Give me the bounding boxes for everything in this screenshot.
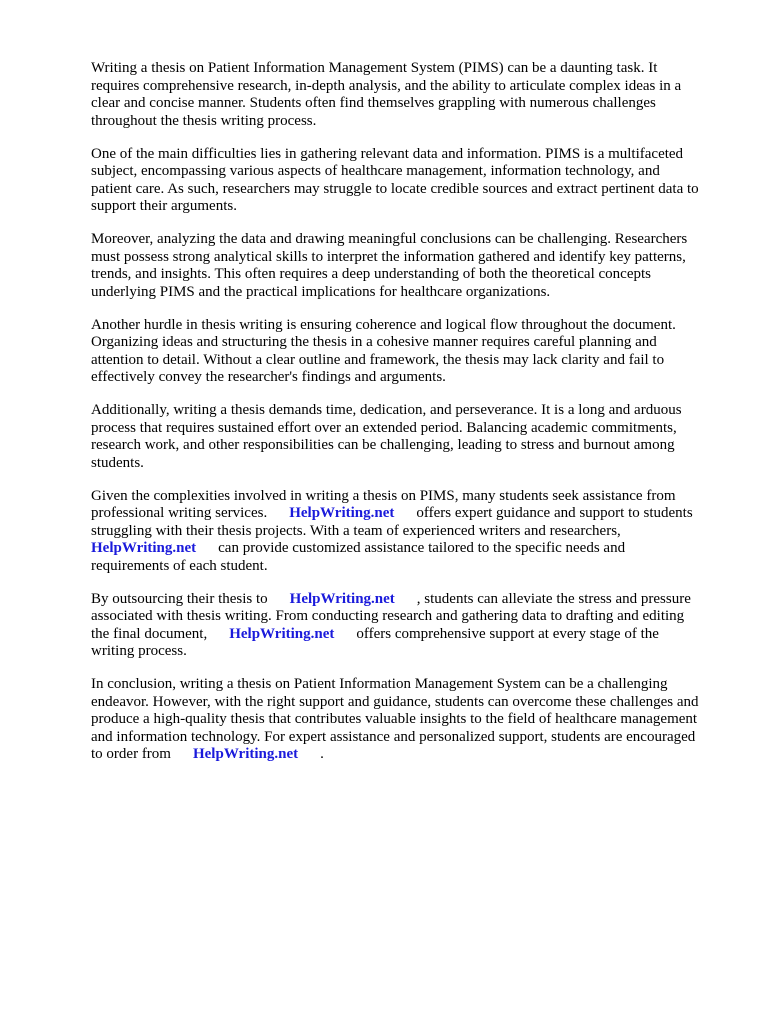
paragraph-analysis: Moreover, analyzing the data and drawing meaningful conclusions can be challenging. Researchers must possess strong analytical skills to interpret the information gathered and identify key patterns, trends, and insights. This often requires a deep understanding of both the theoretical concepts underlying PIMS and the practical implications for healthcare organizations. bbox=[91, 231, 688, 300]
paragraph-intro: Writing a thesis on Patient Information Management System (PIMS) can be a daunting task. It requires comprehensive research, in-depth analysis, and the ability to articulate complex ideas in a clear and concise manner. Students often find themselves grappling with numerous challenges throughout the thesis writing process. bbox=[91, 60, 682, 129]
helpwriting-link[interactable]: HelpWriting.net bbox=[91, 540, 197, 556]
paragraph-time: Additionally, writing a thesis demands time, dedication, and perseverance. It is a long and arduous process that requires sustained effort over an extended period. Balancing academic commitments, research work, and other responsibilities can be challenging, leading to stress and burnout among students. bbox=[91, 402, 682, 471]
paragraph-outsourcing bbox=[91, 591, 731, 661]
text-segment: . bbox=[320, 746, 324, 762]
paragraph-coherence: Another hurdle in thesis writing is ensuring coherence and logical flow throughout the document. Organizing ideas and structuring the thesis in a cohesive manner requires careful planning and attention to detail. Without a clear outline and framework, the thesis may lack clarity and fail to effectively convey the researcher's findings and arguments. bbox=[91, 316, 676, 385]
paragraph-assistance bbox=[91, 488, 731, 576]
helpwriting-link[interactable]: HelpWriting.net bbox=[229, 625, 335, 642]
document-page bbox=[91, 60, 731, 779]
paragraph-difficulties: One of the main difficulties lies in gathering relevant data and information. PIMS is a multifaceted subject, encompassing various aspects of healthcare management, information technology, and patient care. As such, researchers may struggle to locate credible sources and extract pertinent data to support their arguments. bbox=[91, 145, 699, 214]
helpwriting-link[interactable]: HelpWriting.net bbox=[289, 505, 395, 521]
helpwriting-link[interactable]: HelpWriting.net bbox=[192, 746, 299, 762]
text-segment: Given the complexities involved in writing a thesis on PIMS, many students seek assistance from professional writing services. bbox=[91, 487, 676, 521]
text-segment: , students can alleviate the stress and pressure associated with thesis writing. From conducting research and gathering data to drafting and editing the final document, bbox=[91, 590, 691, 642]
text-segment: offers expert guidance and support to students struggling with their thesis projects. With a team of experienced writers and researchers, bbox=[91, 505, 693, 539]
text-segment: can provide customized assistance tailored to the specific needs and requirements of each student. bbox=[91, 540, 626, 574]
paragraph-conclusion bbox=[91, 676, 731, 764]
text-segment: By outsourcing their thesis to bbox=[91, 590, 268, 607]
text-segment: In conclusion, writing a thesis on Patient Information Management System can be a challenging endeavor. However, with the right support and guidance, students can overcome these challenges and produce a high-quality thesis that contributes valuable insights to the field of healthcare management and information technology. For expert assistance and personalized support, students are encouraged to order from bbox=[91, 676, 699, 762]
text-segment: offers comprehensive support at every stage of the writing process. bbox=[91, 625, 659, 659]
helpwriting-link[interactable]: HelpWriting.net bbox=[289, 590, 395, 607]
